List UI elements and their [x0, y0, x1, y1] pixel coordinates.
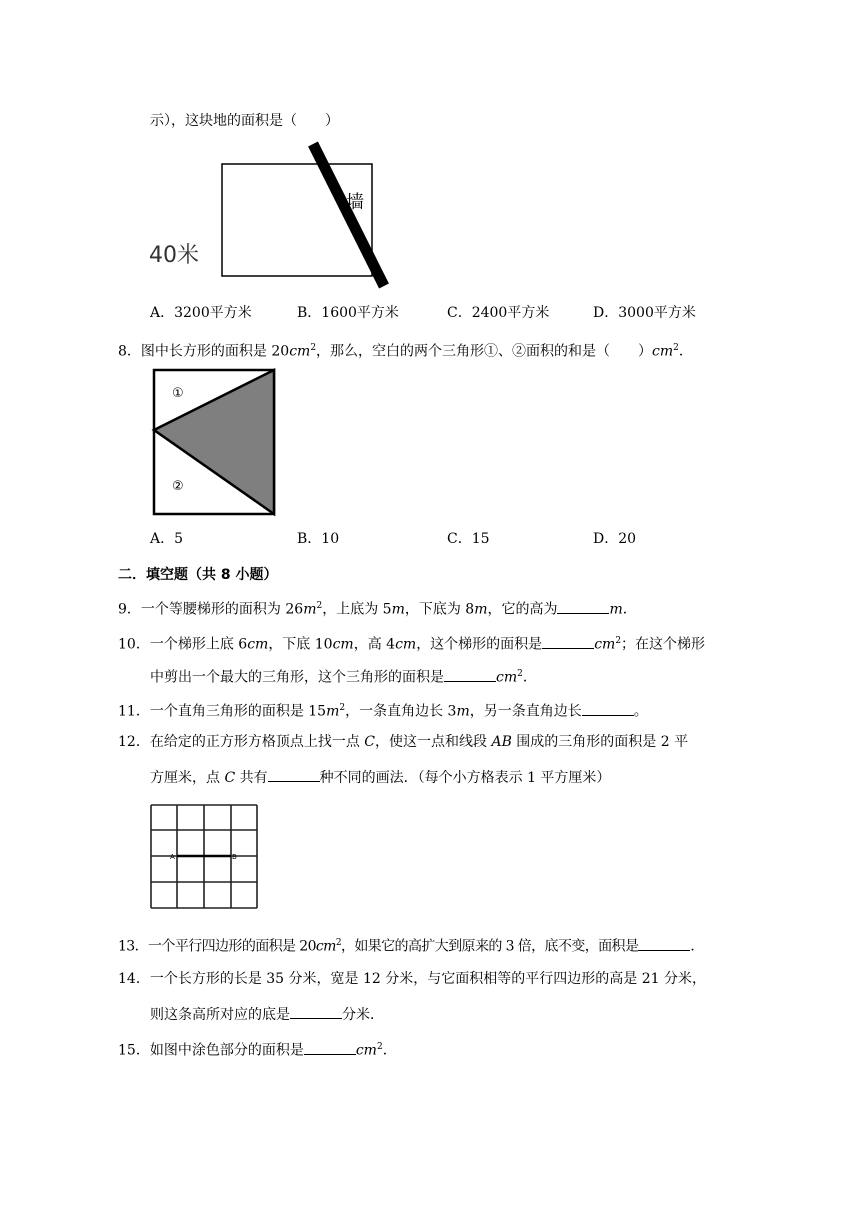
- q11-unit-2: m: [456, 703, 470, 720]
- q15-sup-1: 2: [376, 1042, 383, 1052]
- q8-option-d: D．20: [593, 531, 637, 547]
- q10-number: 10．: [118, 636, 150, 653]
- q10-text-1: 一个梯形上底 6: [149, 636, 248, 653]
- q10-sup-4: 2: [615, 636, 622, 646]
- q10-unit-2: cm: [332, 636, 354, 653]
- q8-figure: [150, 366, 278, 518]
- q14-text-1: 一个长方形的长是 35 分米，宽是 12 分米，与它面积相等的平行四边形的高是 21 分米，: [149, 971, 706, 987]
- q14-text-2: 则这条高所对应的底是: [150, 1007, 290, 1023]
- q7-wall-label: 墙: [346, 192, 364, 213]
- q7-option-c: C．2400平方米: [447, 305, 550, 321]
- q7-wall: [313, 144, 384, 286]
- q12-text-5: 共有: [235, 770, 268, 786]
- q10-text-4: ，这个梯形的面积是: [416, 636, 543, 653]
- q15-text-2: ．: [382, 1042, 397, 1059]
- q10-unit-1: cm: [247, 636, 269, 653]
- q12-label-a: A: [170, 853, 175, 861]
- q10-text-3: ，高 4: [353, 636, 396, 653]
- q12-segment-ab: AB: [491, 734, 512, 750]
- q13-text-3: ．: [690, 938, 704, 955]
- q9-answer-blank[interactable]: [557, 599, 609, 614]
- q14-text-3: 分米．: [342, 1007, 384, 1023]
- q11-text-3: ，另一条直角边长: [469, 703, 582, 720]
- q8-triangle-1-label: ①: [172, 386, 184, 401]
- q8-option-c: C．15: [447, 531, 490, 547]
- q12-question-line-1: [118, 733, 688, 751]
- q14-question-line-1: [118, 970, 706, 988]
- q9-unit-2: m: [391, 601, 405, 618]
- q11-question: [118, 699, 648, 721]
- q12-grid-figure: [146, 800, 264, 916]
- q12-point-c-2: C: [224, 770, 236, 786]
- q7-option-d: D．3000平方米: [593, 305, 696, 321]
- q8-option-a: A．5: [150, 531, 184, 547]
- q10-text-7: ．: [522, 669, 537, 686]
- q14-number: 14．: [118, 971, 150, 987]
- q8-text-b: ，那么，空白的两个三角形①、②面积的和是（ ）: [316, 343, 653, 360]
- q9-text-4: ，它的高为: [487, 601, 558, 618]
- q12-label-b: B: [232, 853, 237, 861]
- q12-point-c: C: [364, 734, 375, 750]
- q10-text-5: ；在这个梯形: [621, 636, 706, 653]
- q10-sup-5: 2: [517, 669, 523, 679]
- q9-text-1: 一个等腰梯形的面积为 26: [140, 601, 304, 618]
- q10-question-line-1: [118, 632, 705, 654]
- q7-tail-text: 示），这块地的面积是（ ）: [150, 113, 339, 129]
- q11-number: 11．: [118, 703, 150, 720]
- q10-question-line-2: [150, 665, 537, 687]
- q15-answer-blank[interactable]: [304, 1040, 356, 1055]
- q7-option-a: A．3200平方米: [150, 305, 252, 321]
- q9-text-3: ，下底为 8: [404, 601, 475, 618]
- q9-sup-1: 2: [316, 601, 323, 611]
- q13-sup-1: 2: [335, 938, 341, 948]
- q9-text-5: ．: [622, 601, 637, 618]
- q11-answer-blank[interactable]: [582, 701, 634, 716]
- q15-unit-1: cm: [355, 1042, 377, 1059]
- q9-unit-3: m: [474, 601, 488, 618]
- q8-sup-b: 2: [673, 343, 679, 353]
- q12-text-6: 种不同的画法．（每个小方格表示 1 平方厘米）: [319, 770, 611, 786]
- q12-question-line-2: [150, 767, 610, 787]
- q8-text-a: 图中长方形的面积是 20: [140, 343, 290, 360]
- q10-text-2: ，下底 10: [268, 636, 333, 653]
- q8-unit-a: cm: [289, 343, 311, 360]
- q14-question-line-2: [150, 1004, 384, 1024]
- q13-answer-blank[interactable]: [638, 936, 690, 951]
- q8-unit-b: cm: [652, 343, 674, 360]
- q10-unit-4: cm: [594, 636, 616, 653]
- q10-answer-blank-2[interactable]: [444, 667, 496, 682]
- q13-text-1: 一个平行四边形的面积是 20: [148, 938, 316, 955]
- q9-number: 9．: [118, 601, 141, 618]
- q9-unit-4: m: [609, 601, 623, 618]
- q11-unit-1: m: [326, 703, 340, 720]
- q8-question: [118, 339, 693, 361]
- q10-answer-blank-1[interactable]: [542, 634, 594, 649]
- q10-unit-5: cm: [496, 669, 518, 686]
- q8-triangle-2-label: ②: [172, 479, 184, 494]
- q9-unit-1: m: [303, 601, 317, 618]
- q10-text-6: 中剪出一个最大的三角形，这个三角形的面积是: [150, 669, 444, 686]
- q11-text-1: 一个直角三角形的面积是 15: [149, 703, 327, 720]
- q12-text-1: 在给定的正方形方格顶点上找一点: [149, 734, 365, 750]
- q8-option-b: B．10: [297, 531, 340, 547]
- q9-question: [118, 597, 637, 619]
- section-title: 二．填空题（共 8 小题）: [118, 567, 278, 583]
- q13-question: [118, 934, 704, 956]
- q15-text-1: 如图中涂色部分的面积是: [149, 1042, 304, 1059]
- q12-number: 12．: [118, 734, 150, 750]
- q15-number: 15．: [118, 1042, 150, 1059]
- q9-text-2: ，上底为 5: [322, 601, 392, 618]
- q12-text-2: ，使这一点和线段: [375, 734, 492, 750]
- q13-text-2: ，如果它的高扩大到原来的 3 倍，底不变，面积是: [340, 938, 639, 955]
- q11-sup-1: 2: [339, 703, 346, 713]
- q8-number: 8．: [118, 343, 141, 360]
- q12-answer-blank[interactable]: [268, 767, 320, 782]
- q7-figure: [146, 140, 396, 292]
- q11-text-4: 。: [633, 703, 648, 720]
- q11-text-2: ，一条直角边长 3: [345, 703, 457, 720]
- q8-text-c: ．: [678, 343, 693, 360]
- q14-answer-blank[interactable]: [290, 1004, 342, 1019]
- q7-option-b: B．1600平方米: [297, 305, 399, 321]
- q12-text-3: 围成的三角形的面积是 2 平: [511, 734, 689, 750]
- q12-text-4: 方厘米，点: [150, 770, 225, 786]
- q7-side-label: 40米: [149, 243, 199, 268]
- q8-sup-a: 2: [310, 343, 317, 353]
- q15-question: [118, 1038, 397, 1060]
- q13-unit-1: cm: [315, 938, 336, 955]
- q13-number: 13．: [118, 938, 149, 955]
- q10-unit-3: cm: [395, 636, 417, 653]
